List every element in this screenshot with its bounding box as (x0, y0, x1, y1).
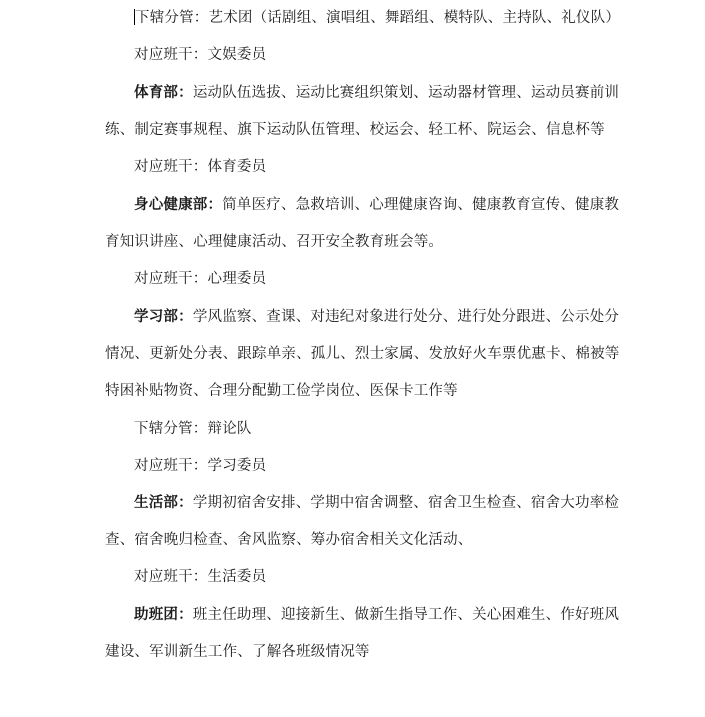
life-text-1: 学期初宿舍安排、学期中宿舍调整、宿舍卫生检查、宿舍大功率检 (192, 495, 620, 511)
health-heading: 身心健康部： (134, 197, 223, 213)
study-line-2: 情况、更新处分表、跟踪单亲、孤儿、烈士家属、发放好火车票优惠卡、棉被等 (105, 346, 620, 362)
life-line-2: 查、宿舍晚归检查、舍风监察、筹办宿舍相关文化活动、 (105, 532, 473, 548)
study-line-3: 特困补贴物资、合理分配勤工俭学岗位、医保卡工作等 (105, 383, 458, 399)
study-line-1 (134, 307, 619, 327)
assist-heading: 助班团： (134, 607, 193, 623)
study-sub: 下辖分管：辩论队 (134, 421, 252, 437)
life-line-1 (134, 493, 619, 513)
sports-line-2: 练、制定赛事规程、旗下运动队伍管理、校运会、轻工杯、院运会、信息杯等 (105, 122, 605, 138)
assist-line-2: 建设、军训新生工作、了解各班级情况等 (105, 644, 370, 660)
sports-heading: 体育部： (134, 85, 193, 101)
health-officer: 对应班干：心理委员 (134, 271, 267, 287)
health-text-1: 简单医疗、急救培训、心理健康咨询、健康教育宣传、健康教 (222, 197, 620, 213)
study-text-1: 学风监察、查课、对违纪对象进行处分、进行处分跟进、公示处分 (192, 309, 620, 325)
art-sub-text: 艺术团（话剧组、演唱组、舞蹈组、模特队、主持队、礼仪队） (208, 10, 621, 26)
life-officer: 对应班干：生活委员 (134, 569, 267, 585)
sports-text-1: 运动队伍选拔、运动比赛组织策划、运动器材管理、运动员赛前训 (192, 85, 620, 101)
assist-text-1: 班主任助理、迎接新生、做新生指导工作、关心困难生、作好班风 (192, 607, 620, 623)
art-sub-label: 下辖分管： (135, 10, 209, 26)
health-line-1 (134, 195, 619, 215)
study-officer: 对应班干：学习委员 (134, 458, 267, 474)
art-officer: 对应班干：文娱委员 (134, 47, 267, 63)
study-heading: 学习部： (134, 309, 193, 325)
health-line-2: 育知识讲座、心理健康活动、召开安全教育班会等。 (105, 234, 444, 250)
assist-line-1 (134, 605, 619, 625)
life-heading: 生活部： (134, 495, 193, 511)
sports-line-1 (134, 83, 619, 103)
art-sub-line (134, 8, 620, 28)
sports-officer: 对应班干：体育委员 (134, 159, 267, 175)
